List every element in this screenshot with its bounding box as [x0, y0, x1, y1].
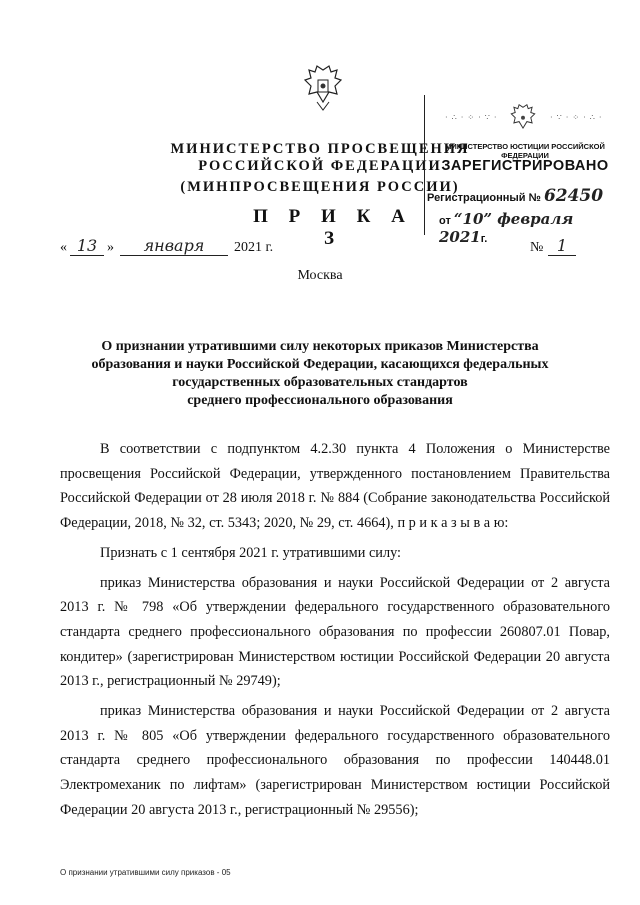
order-number-label: №: [530, 240, 544, 255]
ministry-name-line2: РОССИЙСКОЙ ФЕДЕРАЦИИ: [198, 158, 442, 174]
date-month: января: [120, 236, 228, 256]
stamp-noise-right: · ∵ · ⁘ · ∴ ·: [550, 113, 603, 122]
date-open-quote: «: [60, 240, 67, 255]
stamp-status: ЗАРЕГИСТРИРОВАНО: [441, 158, 609, 174]
ministry-name-line1: МИНИСТЕРСТВО ПРОСВЕЩЕНИЯ: [170, 141, 470, 157]
stamp-reg-label: Регистрационный №: [427, 192, 541, 204]
stamp-emblem-icon: [510, 103, 536, 135]
body-paragraph-order-798: приказ Министерства образования и науки Российской Федерации от 2 августа 2013 г. № 798 «Об утверждении федерального государственного образовательного стандарта среднего профессионального образования по профессии 260807.01 Повар, кондитер» (зарегистрирован Министерством юстиции Российской Федерации 20 августа 2013 г., регистрационный № 29749);: [60, 574, 610, 690]
document-type: П Р И К А З: [253, 206, 413, 249]
stamp-date-suffix: г.: [480, 233, 488, 245]
stamp-date-label: от: [439, 215, 451, 227]
registration-stamp: [424, 95, 625, 246]
stamp-reg-number: 62450: [543, 186, 604, 206]
ministry-short-name: (МИНПРОСВЕЩЕНИЯ РОССИИ): [180, 179, 460, 195]
title-line3: государственных образовательных стандартов: [172, 375, 468, 390]
coat-of-arms-emblem: [303, 64, 343, 112]
title-line2: образования и науки Российской Федерации, касающихся федеральных: [91, 357, 549, 372]
date-year: 2021 г.: [234, 240, 274, 255]
title-line1: О признании утратившими силу некоторых приказов Министерства: [101, 339, 539, 354]
stamp-noise-left: · ∴ · ⁘ · ∵ ·: [445, 113, 498, 122]
document-body: [60, 437, 610, 823]
order-number: 1: [548, 236, 576, 256]
date-day: 13: [70, 236, 104, 256]
stamp-reg-number-line: [427, 186, 623, 206]
body-paragraph-decision: Признать с 1 сентября 2021 г. утратившими силу:: [100, 544, 402, 561]
page-footer: О признании утратившими силу приказов - 05: [60, 868, 231, 877]
title-line4: среднего профессионального образования: [187, 393, 453, 408]
city: Москва: [297, 268, 343, 283]
body-paragraph-preamble: В соответствии с подпунктом 4.2.30 пункта 4 Положения о Министерстве просвещения Российской Федерации, утвержденного постановлением Правительства Российской Федерации от 28 июля 2018 г. № 884 (Собрание законодательства Российской Федерации, 2018, № 32, ст. 5343; 2020, № 29, ст. 4664), п р и к а з ы в а ю:: [60, 441, 610, 532]
date-close-quote: »: [107, 240, 114, 255]
order-date-line: [60, 236, 580, 262]
stamp-date-value: “10” февраля 2021: [439, 210, 574, 246]
body-paragraph-order-805: приказ Министерства образования и науки Российской Федерации от 2 августа 2013 г. № 805 «Об утверждении федерального государственного образовательного стандарта среднего профессионального образования по профессии 140448.01 Электромеханик по лифтам» (зарегистрирован Министерством юстиции Российской Федерации 20 августа 2013 г., регистрационный № 29556);: [60, 703, 610, 818]
document-title: [60, 338, 580, 410]
stamp-agency: МИНИСТЕРСТВО ЮСТИЦИИ РОССИЙСКОЙ ФЕДЕРАЦИИ: [445, 142, 605, 160]
